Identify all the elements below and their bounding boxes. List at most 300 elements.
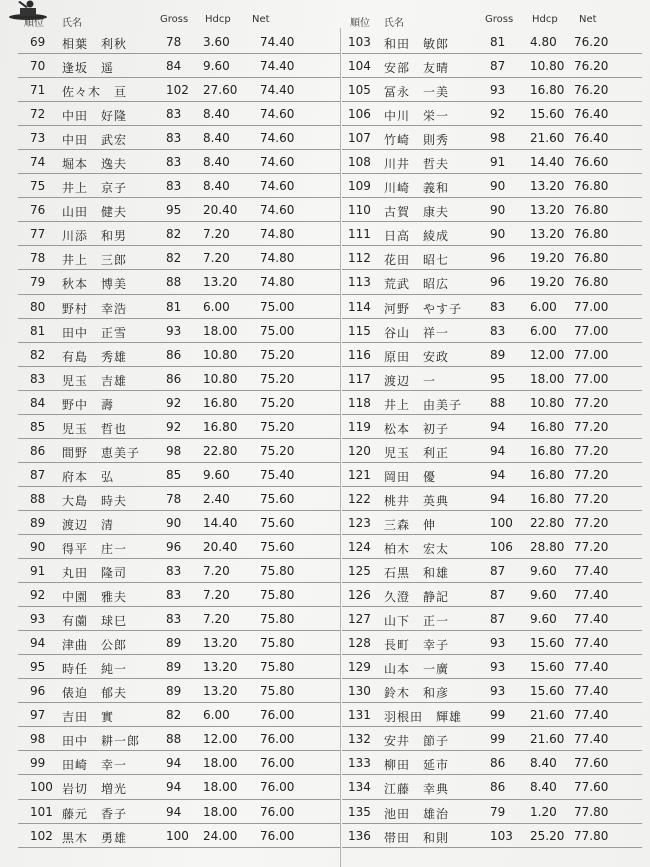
table-row [18, 343, 340, 367]
hdcp-cell: 13.20 [203, 636, 238, 651]
name-cell: 安井 節子 [384, 734, 450, 749]
table-row [342, 800, 642, 824]
gross-cell: 87 [490, 59, 506, 74]
gross-cell: 78 [166, 491, 182, 506]
gross-cell: 93 [490, 684, 506, 699]
net-cell: 77.40 [574, 684, 609, 699]
table-row [18, 583, 340, 607]
gross-cell: 89 [490, 347, 506, 362]
table-row [342, 270, 642, 294]
name-cell: 田崎 幸一 [62, 758, 128, 773]
net-cell: 77.00 [574, 371, 609, 386]
net-cell: 77.40 [574, 660, 609, 675]
gross-cell: 83 [166, 179, 182, 194]
hdcp-cell: 19.20 [530, 251, 565, 266]
net-cell: 77.20 [574, 467, 609, 482]
name-cell: 柳田 延市 [384, 758, 450, 773]
net-cell: 74.60 [260, 131, 295, 146]
hdcp-cell: 13.20 [530, 227, 565, 242]
hdcp-cell: 9.60 [530, 612, 557, 627]
name-cell: 丸田 隆司 [62, 566, 128, 581]
name-cell: 野中 壽 [62, 397, 115, 412]
header-gross: Gross [160, 14, 189, 25]
hdcp-cell: 7.20 [203, 588, 230, 603]
hdcp-cell: 10.80 [203, 347, 238, 362]
rank-cell: 107 [348, 131, 371, 146]
rank-cell: 82 [30, 347, 46, 362]
name-cell: 時任 純一 [62, 662, 128, 677]
table-row [18, 150, 340, 174]
net-cell: 76.20 [574, 35, 609, 49]
rank-cell: 132 [348, 732, 371, 747]
rank-cell: 101 [30, 804, 53, 819]
name-cell: 岩切 増光 [62, 782, 128, 797]
net-cell: 77.40 [574, 636, 609, 651]
net-cell: 77.20 [574, 419, 609, 434]
name-cell: 児玉 吉雄 [62, 373, 128, 388]
table-row [342, 343, 642, 367]
table-row [18, 487, 340, 511]
rank-cell: 134 [348, 780, 371, 795]
rank-cell: 115 [348, 323, 371, 338]
net-cell: 76.00 [260, 756, 295, 771]
table-row [342, 824, 642, 848]
rank-cell: 113 [348, 275, 371, 290]
header-rank: 順位 [350, 18, 370, 29]
name-cell: 児玉 利正 [384, 445, 450, 460]
name-cell: 柏木 宏太 [384, 541, 450, 556]
table-row [18, 30, 340, 54]
rank-cell: 83 [30, 371, 46, 386]
hdcp-cell: 14.40 [203, 515, 238, 530]
rank-cell: 93 [30, 612, 46, 627]
net-cell: 77.60 [574, 780, 609, 795]
gross-cell: 89 [166, 636, 182, 651]
rank-cell: 85 [30, 419, 46, 434]
hdcp-cell: 2.40 [203, 491, 230, 506]
header-net: Net [579, 14, 597, 25]
hdcp-cell: 20.40 [203, 539, 238, 554]
hdcp-cell: 10.80 [530, 59, 565, 74]
name-cell: 山田 健夫 [62, 205, 128, 220]
table-row [342, 246, 642, 270]
header-name: 氏名 [62, 18, 82, 29]
header-name: 氏名 [384, 18, 404, 29]
gross-cell: 83 [166, 131, 182, 146]
name-cell: 渡辺 清 [62, 517, 115, 532]
gross-cell: 100 [166, 828, 189, 843]
rank-cell: 124 [348, 539, 371, 554]
net-cell: 75.00 [260, 299, 295, 314]
gross-cell: 83 [490, 299, 506, 314]
name-cell: 川井 哲夫 [384, 157, 450, 172]
table-row [18, 78, 340, 102]
gross-cell: 98 [166, 443, 182, 458]
rank-cell: 99 [30, 756, 46, 771]
gross-cell: 83 [166, 155, 182, 170]
name-cell: 竹崎 則秀 [384, 133, 450, 148]
net-cell: 75.80 [260, 588, 295, 603]
rank-cell: 112 [348, 251, 371, 266]
net-cell: 75.20 [260, 395, 295, 410]
table-row [342, 727, 642, 751]
gross-cell: 88 [166, 732, 182, 747]
rank-cell: 104 [348, 59, 371, 74]
gross-cell: 95 [166, 203, 182, 218]
name-cell: 帯田 和則 [384, 830, 450, 845]
name-cell: 花田 昭七 [384, 253, 450, 268]
table-row [342, 295, 642, 319]
rank-cell: 117 [348, 371, 371, 386]
hdcp-cell: 1.20 [530, 804, 557, 819]
hdcp-cell: 21.60 [530, 131, 565, 146]
table-row [342, 487, 642, 511]
hdcp-cell: 25.20 [530, 828, 565, 843]
net-cell: 77.20 [574, 395, 609, 410]
hdcp-cell: 14.40 [530, 155, 565, 170]
net-cell: 75.60 [260, 539, 295, 554]
hdcp-cell: 6.00 [203, 299, 230, 314]
net-cell: 77.20 [574, 491, 609, 506]
rank-cell: 95 [30, 660, 46, 675]
gross-cell: 90 [490, 227, 506, 242]
table-body-left [18, 30, 340, 848]
table-row [18, 198, 340, 222]
gross-cell: 81 [166, 299, 182, 314]
gross-cell: 93 [490, 83, 506, 98]
gross-cell: 86 [166, 371, 182, 386]
gross-cell: 106 [490, 539, 513, 554]
net-cell: 74.80 [260, 251, 295, 266]
table-row [18, 54, 340, 78]
hdcp-cell: 18.00 [203, 780, 238, 795]
hdcp-cell: 20.40 [203, 203, 238, 218]
table-row [342, 102, 642, 126]
table-row [342, 126, 642, 150]
gross-cell: 94 [166, 780, 182, 795]
table-row [342, 751, 642, 775]
name-cell: 池田 雄治 [384, 806, 450, 821]
rank-cell: 114 [348, 299, 371, 314]
rank-cell: 126 [348, 588, 371, 603]
name-cell: 荒武 昭広 [384, 277, 450, 292]
rank-cell: 73 [30, 131, 46, 146]
name-cell: 有薗 球巳 [62, 614, 128, 629]
rank-cell: 76 [30, 203, 46, 218]
table-row [18, 174, 340, 198]
net-cell: 75.40 [260, 467, 295, 482]
net-cell: 76.80 [574, 227, 609, 242]
net-cell: 77.40 [574, 588, 609, 603]
name-cell: 江藤 幸典 [384, 782, 450, 797]
table-row [342, 439, 642, 463]
name-cell: 三森 伸 [384, 517, 437, 532]
gross-cell: 86 [166, 347, 182, 362]
net-cell: 75.00 [260, 323, 295, 338]
gross-cell: 83 [490, 323, 506, 338]
gross-cell: 90 [490, 179, 506, 194]
table-row [342, 583, 642, 607]
name-cell: 有島 秀雄 [62, 349, 128, 364]
hdcp-cell: 16.80 [530, 419, 565, 434]
header-gross: Gross [485, 14, 514, 25]
gross-cell: 90 [490, 203, 506, 218]
name-cell: 津曲 公郎 [62, 638, 128, 653]
gross-cell: 94 [490, 419, 506, 434]
table-row [18, 631, 340, 655]
hdcp-cell: 16.80 [203, 419, 238, 434]
hdcp-cell: 15.60 [530, 636, 565, 651]
name-cell: 山下 正一 [384, 614, 450, 629]
rank-cell: 105 [348, 83, 371, 98]
hdcp-cell: 7.20 [203, 227, 230, 242]
table-row [342, 319, 642, 343]
rank-cell: 136 [348, 828, 371, 843]
table-header-left [18, 0, 340, 30]
rank-cell: 108 [348, 155, 371, 170]
gross-cell: 94 [490, 443, 506, 458]
header-net: Net [252, 14, 270, 25]
net-cell: 75.20 [260, 419, 295, 434]
net-cell: 77.80 [574, 804, 609, 819]
hdcp-cell: 13.20 [203, 684, 238, 699]
rank-cell: 103 [348, 35, 371, 49]
net-cell: 77.20 [574, 443, 609, 458]
results-table-left [18, 0, 340, 848]
table-row [18, 703, 340, 727]
gross-cell: 100 [490, 515, 513, 530]
table-row [18, 655, 340, 679]
gross-cell: 87 [490, 588, 506, 603]
name-cell: 田中 正雪 [62, 325, 128, 340]
name-cell: 井上 三郎 [62, 253, 128, 268]
hdcp-cell: 22.80 [530, 515, 565, 530]
hdcp-cell: 15.60 [530, 660, 565, 675]
rank-cell: 79 [30, 275, 46, 290]
name-cell: 間野 恵美子 [62, 445, 141, 460]
hdcp-cell: 8.40 [203, 155, 230, 170]
net-cell: 74.40 [260, 35, 295, 49]
hdcp-cell: 8.40 [203, 179, 230, 194]
net-cell: 76.00 [260, 708, 295, 723]
name-cell: 得平 庄一 [62, 541, 128, 556]
rank-cell: 120 [348, 443, 371, 458]
table-row [342, 655, 642, 679]
hdcp-cell: 16.80 [530, 443, 565, 458]
net-cell: 74.60 [260, 179, 295, 194]
table-row [18, 800, 340, 824]
hdcp-cell: 12.00 [203, 732, 238, 747]
hdcp-cell: 24.00 [203, 828, 238, 843]
gross-cell: 88 [490, 395, 506, 410]
net-cell: 74.60 [260, 107, 295, 122]
column-divider [340, 28, 341, 867]
name-cell: 井上 由美子 [384, 397, 463, 412]
gross-cell: 81 [490, 35, 506, 49]
name-cell: 和田 敏郎 [384, 37, 450, 51]
rank-cell: 98 [30, 732, 46, 747]
name-cell: 渡辺 一 [384, 373, 437, 388]
gross-cell: 79 [490, 804, 506, 819]
net-cell: 74.60 [260, 203, 295, 218]
name-cell: 石黒 和雄 [384, 566, 450, 581]
hdcp-cell: 9.60 [203, 59, 230, 74]
table-row [18, 824, 340, 848]
gross-cell: 98 [490, 131, 506, 146]
hdcp-cell: 8.40 [530, 780, 557, 795]
table-row [342, 174, 642, 198]
net-cell: 76.40 [574, 107, 609, 122]
hdcp-cell: 13.20 [203, 660, 238, 675]
hdcp-cell: 12.00 [530, 347, 565, 362]
name-cell: 大島 時夫 [62, 493, 128, 508]
gross-cell: 92 [490, 107, 506, 122]
name-cell: 川添 和男 [62, 229, 128, 244]
rank-cell: 106 [348, 107, 371, 122]
table-row [18, 367, 340, 391]
rank-cell: 92 [30, 588, 46, 603]
net-cell: 74.80 [260, 227, 295, 242]
hdcp-cell: 18.00 [203, 756, 238, 771]
hdcp-cell: 18.00 [203, 323, 238, 338]
rank-cell: 118 [348, 395, 371, 410]
table-body-right [342, 30, 642, 848]
table-row [18, 775, 340, 799]
hdcp-cell: 18.00 [203, 804, 238, 819]
gross-cell: 83 [166, 564, 182, 579]
rank-cell: 75 [30, 179, 46, 194]
gross-cell: 94 [490, 491, 506, 506]
table-row [342, 30, 642, 54]
results-table-right [342, 0, 642, 848]
gross-cell: 89 [166, 684, 182, 699]
gross-cell: 83 [166, 107, 182, 122]
table-row [342, 463, 642, 487]
hdcp-cell: 9.60 [203, 467, 230, 482]
hdcp-cell: 15.60 [530, 107, 565, 122]
name-cell: 黒木 勇雄 [62, 830, 128, 845]
hdcp-cell: 16.80 [203, 395, 238, 410]
rank-cell: 90 [30, 539, 46, 554]
name-cell: 府本 弘 [62, 469, 115, 484]
table-row [342, 222, 642, 246]
net-cell: 77.00 [574, 347, 609, 362]
rank-cell: 100 [30, 780, 53, 795]
name-cell: 桃井 英典 [384, 493, 450, 508]
hdcp-cell: 15.60 [530, 684, 565, 699]
name-cell: 堀本 逸夫 [62, 157, 128, 172]
name-cell: 相葉 利秋 [62, 37, 128, 51]
net-cell: 77.60 [574, 756, 609, 771]
table-row [18, 319, 340, 343]
net-cell: 75.60 [260, 491, 295, 506]
gross-cell: 94 [166, 756, 182, 771]
gross-cell: 92 [166, 419, 182, 434]
net-cell: 75.60 [260, 515, 295, 530]
table-header-right [342, 0, 642, 30]
table-row [342, 415, 642, 439]
rank-cell: 102 [30, 828, 53, 843]
rank-cell: 86 [30, 443, 46, 458]
rank-cell: 119 [348, 419, 371, 434]
hdcp-cell: 22.80 [203, 443, 238, 458]
table-row [18, 679, 340, 703]
hdcp-cell: 8.40 [203, 131, 230, 146]
rank-cell: 97 [30, 708, 46, 723]
table-row [18, 295, 340, 319]
hdcp-cell: 6.00 [530, 299, 557, 314]
net-cell: 75.80 [260, 660, 295, 675]
rank-cell: 109 [348, 179, 371, 194]
header-hdcp: Hdcp [532, 14, 558, 25]
table-row [18, 246, 340, 270]
table-row [18, 463, 340, 487]
net-cell: 74.60 [260, 155, 295, 170]
net-cell: 76.00 [260, 780, 295, 795]
gross-cell: 102 [166, 83, 189, 98]
rank-cell: 77 [30, 227, 46, 242]
rank-cell: 78 [30, 251, 46, 266]
gross-cell: 83 [166, 612, 182, 627]
name-cell: 日高 綾成 [384, 229, 450, 244]
name-cell: 原田 安政 [384, 349, 450, 364]
net-cell: 76.60 [574, 155, 609, 170]
rank-cell: 89 [30, 515, 46, 530]
name-cell: 長町 幸子 [384, 638, 450, 653]
table-row [342, 78, 642, 102]
name-cell: 羽根田 輝雄 [384, 710, 463, 725]
rank-cell: 129 [348, 660, 371, 675]
hdcp-cell: 9.60 [530, 588, 557, 603]
hdcp-cell: 28.80 [530, 539, 565, 554]
rank-cell: 135 [348, 804, 371, 819]
hdcp-cell: 6.00 [530, 323, 557, 338]
hdcp-cell: 10.80 [530, 395, 565, 410]
name-cell: 吉田 實 [62, 710, 115, 725]
rank-cell: 91 [30, 564, 46, 579]
net-cell: 77.80 [574, 828, 609, 843]
rank-cell: 87 [30, 467, 46, 482]
net-cell: 76.20 [574, 59, 609, 74]
name-cell: 冨永 一美 [384, 85, 450, 100]
name-cell: 河野 やす子 [384, 301, 463, 316]
table-row [342, 54, 642, 78]
net-cell: 75.80 [260, 564, 295, 579]
net-cell: 76.00 [260, 804, 295, 819]
table-row [342, 679, 642, 703]
table-row [18, 391, 340, 415]
table-row [342, 607, 642, 631]
name-cell: 谷山 祥一 [384, 325, 450, 340]
hdcp-cell: 16.80 [530, 83, 565, 98]
rank-cell: 71 [30, 83, 46, 98]
name-cell: 俵迫 郁夫 [62, 686, 128, 701]
rank-cell: 121 [348, 467, 371, 482]
table-row [18, 535, 340, 559]
table-row [342, 150, 642, 174]
header-hdcp: Hdcp [205, 14, 231, 25]
hdcp-cell: 7.20 [203, 251, 230, 266]
hdcp-cell: 8.40 [203, 107, 230, 122]
hdcp-cell: 16.80 [530, 491, 565, 506]
hdcp-cell: 10.80 [203, 371, 238, 386]
table-row [342, 367, 642, 391]
net-cell: 77.20 [574, 515, 609, 530]
rank-cell: 81 [30, 323, 46, 338]
hdcp-cell: 7.20 [203, 564, 230, 579]
name-cell: 田中 耕一郎 [62, 734, 141, 749]
net-cell: 77.20 [574, 539, 609, 554]
